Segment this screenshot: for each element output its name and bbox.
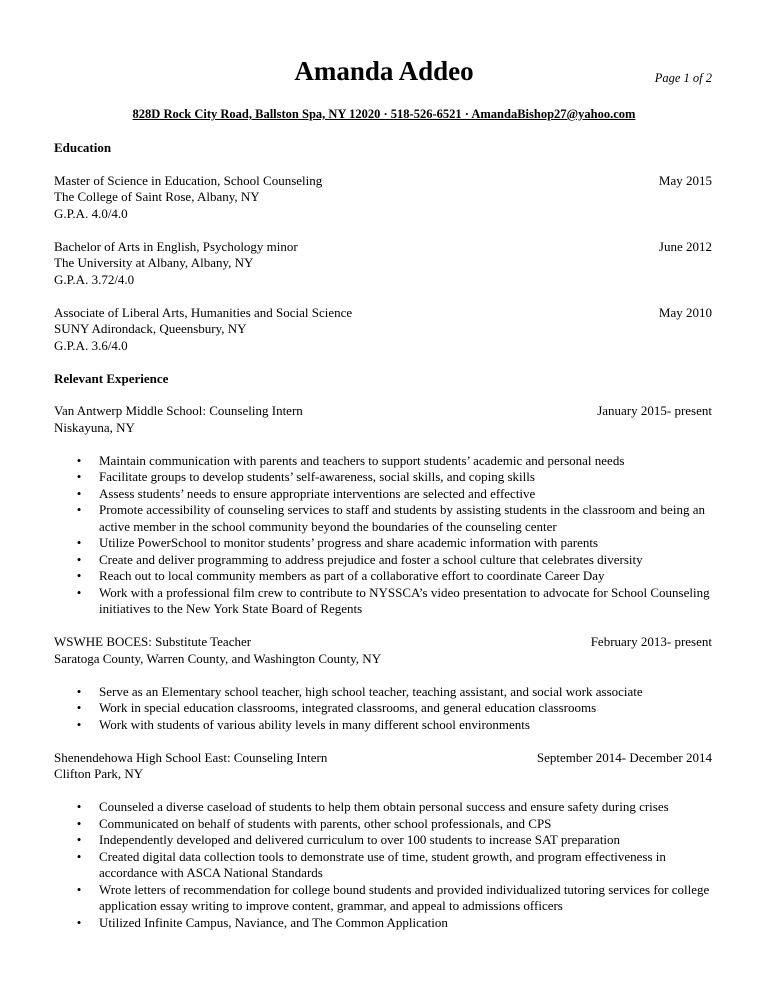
list-item: • Utilize PowerSchool to monitor students’ progress and share academic information with parents (54, 535, 712, 552)
bullet-icon: • (76, 469, 82, 484)
position-dates: January 2015- present (597, 403, 712, 418)
position-title: Shenendehowa High School East: Counseling Intern (54, 749, 328, 765)
education-heading: Education (54, 140, 112, 155)
bullet-icon: • (76, 485, 82, 501)
graduation-date: May 2015 (658, 172, 712, 188)
bullet-icon: • (76, 815, 82, 831)
gpa: G.P.A. 3.6/4.0 (54, 337, 128, 353)
experience-heading: Relevant Experience (54, 370, 169, 386)
education-entry (54, 305, 712, 355)
experience-entry (54, 634, 712, 733)
list-item: • Work in special education classrooms, integrated classrooms, and general education classrooms (54, 700, 712, 717)
list-item: • Communicated on behalf of students with parents, other school professionals, and CPS (54, 816, 712, 833)
list-item: • Assess students’ needs to ensure appropriate interventions are selected and effective (54, 486, 712, 503)
list-item: • Reach out to local community members as part of a collaborative effort to coordinate Career Day (54, 568, 712, 585)
contact-line: 828D Rock City Road, Ballston Spa, NY 12020 · 518-526-6521 · AmandaBishop27@yahoo.com (132, 107, 636, 121)
experience-entry (54, 403, 712, 618)
bullet-icon: • (76, 452, 82, 468)
list-item: • Facilitate groups to develop students’ self-awareness, social skills, and coping skills (54, 469, 712, 486)
gpa: G.P.A. 4.0/4.0 (54, 205, 128, 221)
list-item: • Create and deliver programming to address prejudice and foster a school culture that celebrates diversity (54, 552, 712, 569)
gpa: G.P.A. 3.72/4.0 (54, 271, 135, 287)
degree: Associate of Liberal Arts, Humanities and Social Science (54, 304, 353, 320)
list-item: • Independently developed and delivered curriculum to over 100 students to increase SAT preparation (54, 832, 712, 849)
bullet-icon: • (76, 683, 82, 699)
list-item: • Promote accessibility of counseling services to staff and students by assisting students in the classroom and being an active member in the school community beyond the boundaries of the counseling center (54, 502, 712, 535)
school: The University at Albany, Albany, NY (54, 255, 254, 270)
graduation-date: May 2010 (658, 304, 712, 320)
position-location: Niskayuna, NY (54, 419, 135, 435)
bullet-icon: • (76, 799, 82, 814)
resume-content (54, 140, 712, 931)
school: SUNY Adirondack, Queensbury, NY (54, 321, 247, 336)
bullet-icon: • (76, 716, 82, 732)
responsibilities-list (54, 799, 712, 931)
bullet-icon: • (76, 700, 82, 715)
degree: Master of Science in Education, School Counseling (54, 172, 323, 188)
list-item: • Work with students of various ability levels in many different school environments (54, 717, 712, 734)
list-item: • Counseled a diverse caseload of students to help them obtain personal success and ensure safety during crises (54, 799, 712, 816)
candidate-name: Amanda Addeo (294, 56, 474, 86)
bullet-icon: • (76, 881, 82, 897)
list-item: • Created digital data collection tools to demonstrate use of time, student growth, and program effectiveness in accordance with ASCA National Standards (54, 849, 712, 882)
school: The College of Saint Rose, Albany, NY (54, 189, 260, 204)
position-title: WSWHE BOCES: Substitute Teacher (54, 634, 252, 649)
degree: Bachelor of Arts in English, Psychology minor (54, 238, 298, 254)
education-entry (54, 239, 712, 289)
bullet-icon: • (76, 502, 82, 517)
list-item: • Utilized Infinite Campus, Naviance, and The Common Application (54, 915, 712, 932)
list-item: • Serve as an Elementary school teacher, high school teacher, teaching assistant, and social work associate (54, 684, 712, 701)
list-item: • Wrote letters of recommendation for college bound students and provided individualized tutoring services for college application essay writing to improve content, grammar, and appeal to admissions officers (54, 882, 712, 915)
bullet-icon: • (76, 914, 82, 930)
position-title: Van Antwerp Middle School: Counseling Intern (54, 403, 303, 418)
position-dates: February 2013- present (590, 634, 712, 649)
position-location: Clifton Park, NY (54, 766, 144, 781)
bullet-icon: • (76, 848, 82, 864)
responsibilities-list (54, 684, 712, 734)
bullet-icon: • (76, 584, 82, 600)
bullet-icon: • (76, 832, 82, 847)
responsibilities-list (54, 453, 712, 618)
page-number: Page 1 of 2 (654, 71, 712, 85)
bullet-icon: • (76, 568, 82, 583)
list-item: • Work with a professional film crew to contribute to NYSSCA’s video presentation to advocate for School Counseling initiatives to the New York State Board of Regents (54, 585, 712, 618)
position-location: Saratoga County, Warren County, and Washington County, NY (54, 650, 382, 666)
bullet-icon: • (76, 551, 82, 567)
experience-entry (54, 750, 712, 932)
position-dates: September 2014- December 2014 (536, 749, 712, 765)
graduation-date: June 2012 (658, 238, 712, 254)
bullet-icon: • (76, 535, 82, 550)
list-item: • Maintain communication with parents and teachers to support students’ academic and personal needs (54, 453, 712, 470)
education-entry (54, 173, 712, 223)
